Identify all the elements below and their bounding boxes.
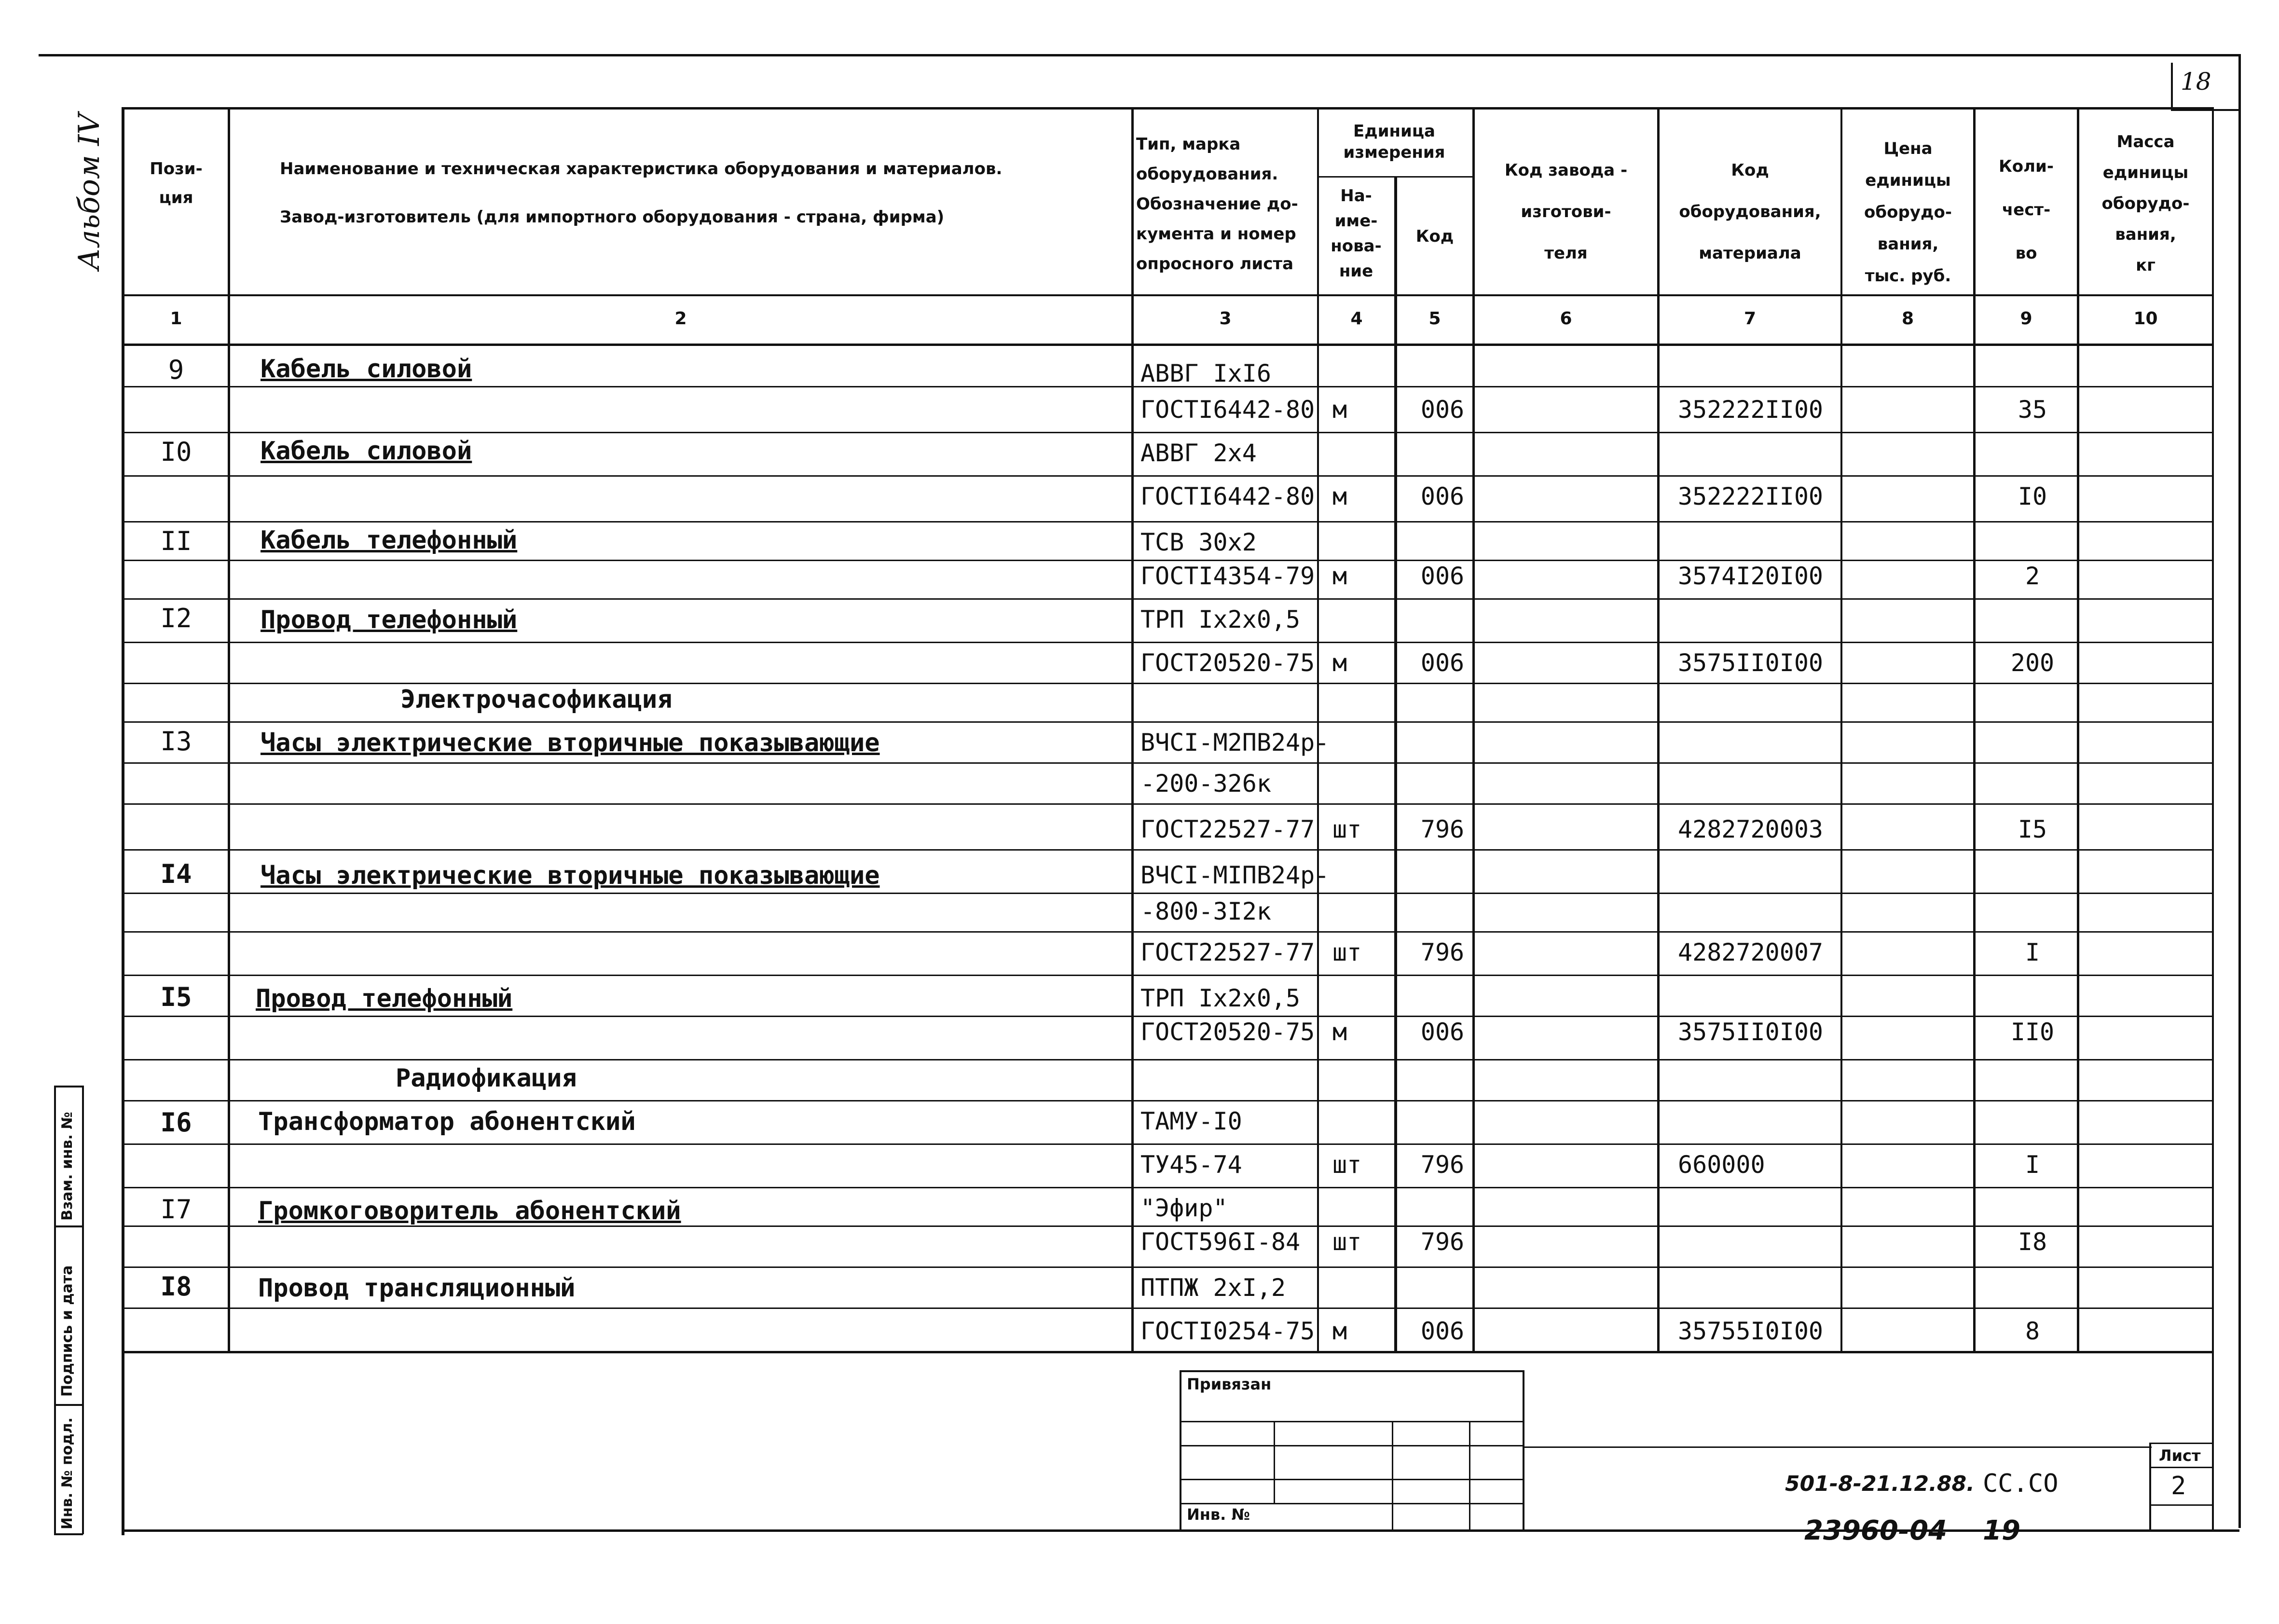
sidebar-right	[82, 1086, 84, 1534]
quantity: II0	[2010, 1018, 2055, 1046]
unit-name: шт	[1332, 938, 1362, 966]
type-mark: -200-326к	[1140, 770, 1271, 798]
col-num-6: 6	[1560, 309, 1572, 329]
stamp-rule	[1180, 1445, 1524, 1446]
unit-code: 796	[1420, 938, 1465, 966]
material-code: 352222II00	[1678, 482, 1824, 510]
unit-code: 006	[1420, 482, 1465, 510]
col-num-7: 7	[1744, 309, 1757, 329]
sheet-label: Лист	[2159, 1446, 2201, 1465]
type-mark: ТАМУ-I0	[1140, 1107, 1242, 1135]
unit-name: шт	[1332, 815, 1362, 843]
material-code: 4282720003	[1678, 815, 1824, 843]
unit-group-divider	[1317, 176, 1472, 178]
pos-cell: I5	[160, 982, 192, 1012]
stamp-inv-no: Инв. №	[1187, 1505, 1250, 1524]
type-mark: ПТПЖ 2xI,2	[1140, 1274, 1286, 1302]
document-code: 501-8-21.12.88.	[1785, 1472, 1975, 1496]
header-unit-name: На- име- нова- ние	[1331, 186, 1382, 281]
row-rule	[123, 893, 2212, 894]
pos-cell: I6	[160, 1107, 192, 1138]
pos-cell: 9	[168, 355, 184, 385]
col-num-2: 2	[674, 309, 687, 329]
col-num-10: 10	[2133, 309, 2158, 329]
header-mass: Масса единицы оборудо- вания, кг	[2101, 132, 2190, 275]
table-body-bottom	[123, 1351, 2212, 1353]
sidebar-div	[54, 1225, 83, 1227]
unit-name: м	[1332, 649, 1347, 677]
right-border	[2238, 54, 2241, 1528]
sidebar-div	[54, 1404, 83, 1406]
title-block-top	[1524, 1446, 2152, 1448]
type-mark: ТРП Ix2x0,5	[1140, 984, 1301, 1012]
header-divider	[123, 294, 2212, 296]
sheet-box-left	[2149, 1443, 2151, 1529]
unit-name: м	[1332, 562, 1347, 590]
row-rule	[123, 1225, 2212, 1227]
unit-name: м	[1332, 1317, 1347, 1345]
unit-code: 796	[1420, 1228, 1465, 1256]
corner-box-left	[2171, 63, 2173, 111]
type-mark: ГОСТ20520-75	[1140, 1018, 1315, 1046]
row-rule	[123, 683, 2212, 684]
col-line-8	[1973, 107, 1976, 1352]
material-code: 3575II0I00	[1678, 649, 1824, 677]
header-price: Цена единицы оборудо- вания, тыс. руб.	[1864, 139, 1952, 286]
quantity: I5	[2018, 815, 2047, 843]
material-code: 35755I0I00	[1678, 1317, 1824, 1345]
unit-code: 006	[1420, 396, 1465, 424]
pos-cell: I4	[160, 859, 192, 889]
material-code: 352222II00	[1678, 396, 1824, 424]
sheet-box-bottom	[2149, 1504, 2212, 1506]
row-rule	[123, 1187, 2212, 1188]
unit-code: 796	[1420, 815, 1465, 843]
quantity: I0	[2018, 482, 2047, 510]
unit-name: м	[1332, 1018, 1347, 1046]
type-mark: ГОСТI6442-80	[1140, 482, 1315, 510]
quantity: I8	[2018, 1228, 2047, 1256]
item-name: Часы электрические вторичные показывающие	[261, 729, 880, 757]
row-rule	[123, 1307, 2212, 1309]
quantity: 2	[2025, 562, 2040, 590]
row-rule	[123, 1100, 2212, 1101]
header-name-line1: Наименование и техническая характеристика оборудования и материалов.	[280, 159, 1002, 179]
header-name-line2: Завод-изготовитель (для импортного оборудования - страна, фирма)	[280, 207, 945, 227]
stamp-col	[1274, 1421, 1275, 1503]
archive-number: 23960-04	[1804, 1515, 1947, 1546]
header-type: Тип, марка оборудования. Обозначение до- кумента и номер опросного листа	[1136, 135, 1298, 274]
sidebar-vzam: Взам. инв. №	[59, 1112, 76, 1221]
sidebar-left	[54, 1086, 56, 1534]
col-line-6	[1657, 107, 1660, 1352]
type-mark: ВЧСI-МIПВ24р-	[1140, 861, 1330, 889]
row-rule	[123, 560, 2212, 561]
header-unit-group: Единица измерения	[1343, 122, 1445, 162]
top-rule	[39, 54, 2238, 56]
quantity: I	[2025, 938, 2040, 966]
row-rule	[123, 598, 2212, 600]
row-rule	[123, 931, 2212, 933]
stamp-col	[1469, 1421, 1470, 1529]
material-code: 3574I20I00	[1678, 562, 1824, 590]
col-num-8: 8	[1901, 309, 1914, 329]
album-label: Альбом IV	[72, 113, 106, 270]
type-mark: ГОСТI4354-79	[1140, 562, 1315, 590]
section-heading: Электрочасофикация	[400, 685, 673, 714]
header-unit-code: Код	[1415, 227, 1454, 246]
pos-cell: I8	[160, 1271, 192, 1302]
quantity: 200	[2010, 649, 2055, 677]
type-mark: ГОСТ22527-77	[1140, 815, 1315, 843]
unit-name: шт	[1332, 1151, 1362, 1179]
unit-name: шт	[1332, 1228, 1362, 1256]
item-name: Громкоговоритель абонентский	[258, 1197, 681, 1225]
archive-page: 19	[1983, 1515, 2020, 1546]
item-name: Провод телефонный	[261, 606, 518, 634]
unit-code: 006	[1420, 562, 1465, 590]
pos-cell: I7	[160, 1194, 192, 1225]
material-code: 4282720007	[1678, 938, 1824, 966]
row-rule	[123, 1266, 2212, 1268]
sidebar-inv-podl: Инв. № подл.	[59, 1417, 76, 1529]
row-rule	[123, 849, 2212, 851]
stamp-rule	[1180, 1421, 1524, 1422]
table-right	[2212, 107, 2214, 1530]
header-equip-code: Код оборудования, материала	[1679, 161, 1821, 263]
sheet-box-top	[2149, 1443, 2212, 1444]
row-rule	[123, 803, 2212, 805]
type-mark: ТУ45-74	[1140, 1151, 1242, 1179]
quantity: 8	[2025, 1317, 2040, 1345]
sheet-number: 2	[2171, 1472, 2186, 1500]
sidebar-top	[54, 1086, 83, 1087]
type-mark: ТРП Ix2x0,5	[1140, 606, 1301, 633]
sheet-corner-number: 18	[2181, 68, 2211, 96]
row-rule	[123, 1143, 2212, 1145]
type-mark: ГОСТ22527-77	[1140, 938, 1315, 966]
stamp-top	[1180, 1370, 1524, 1372]
type-mark: "Эфир"	[1140, 1194, 1228, 1222]
table-top	[123, 107, 2212, 110]
row-rule	[123, 521, 2212, 523]
col-num-3: 3	[1219, 309, 1232, 329]
row-rule	[123, 432, 2212, 433]
row-rule	[123, 1016, 2212, 1017]
type-mark: ГОСТ20520-75	[1140, 649, 1315, 677]
item-name: Кабель телефонный	[261, 526, 518, 555]
pos-cell: I0	[160, 437, 192, 467]
stamp-privyazan: Привязан	[1187, 1375, 1272, 1393]
quantity: 35	[2018, 396, 2047, 424]
type-mark: АВВГ IxI6	[1140, 359, 1271, 387]
sidebar-bottom	[54, 1533, 83, 1535]
col-num-1: 1	[170, 309, 182, 329]
type-mark: ГОСТI6442-80	[1140, 396, 1315, 424]
item-name: Часы электрические вторичные показывающие	[261, 861, 880, 890]
pos-cell: I2	[160, 603, 192, 633]
type-mark: -800-3I2к	[1140, 897, 1271, 925]
item-name: Провод трансляционный	[258, 1274, 576, 1303]
col-num-4: 4	[1350, 309, 1363, 329]
col-num-9: 9	[2020, 309, 2032, 329]
col-num-5: 5	[1428, 309, 1441, 329]
unit-name: м	[1332, 482, 1347, 510]
row-rule	[123, 721, 2212, 723]
pos-cell: I3	[160, 726, 192, 757]
stamp-col	[1392, 1421, 1393, 1529]
stamp-right	[1523, 1370, 1524, 1529]
sheet-box-mid	[2149, 1467, 2212, 1468]
quantity: I	[2025, 1151, 2040, 1179]
header-qty: Коли- чест- во	[1999, 157, 2054, 263]
header-plant-code: Код завода - изготови- теля	[1504, 161, 1628, 263]
material-code: 660000	[1678, 1151, 1765, 1179]
document-mark: СС.СО	[1983, 1469, 2059, 1498]
row-rule	[123, 642, 2212, 643]
col-line-7	[1840, 107, 1842, 1352]
type-mark: ТСВ 30x2	[1140, 528, 1257, 556]
item-name: Кабель силовой	[261, 437, 472, 466]
type-mark: ГОСТ596I-84	[1140, 1228, 1301, 1256]
col-line-2	[1131, 107, 1134, 1352]
type-mark: ВЧСI-М2ПВ24р-	[1140, 729, 1330, 757]
material-code: 3575II0I00	[1678, 1018, 1824, 1046]
colnum-divider	[123, 344, 2212, 346]
unit-code: 006	[1420, 1018, 1465, 1046]
row-rule	[123, 762, 2212, 764]
sidebar-podpis: Подпись и дата	[59, 1265, 76, 1397]
header-pos: Пози- ция	[150, 159, 203, 207]
unit-name: м	[1332, 396, 1347, 424]
row-rule	[123, 975, 2212, 976]
unit-code: 006	[1420, 649, 1465, 677]
stamp-rule	[1180, 1503, 1524, 1504]
unit-code: 006	[1420, 1317, 1465, 1345]
row-rule	[123, 475, 2212, 477]
type-mark: ГОСТI0254-75	[1140, 1317, 1315, 1345]
item-name: Трансформатор абонентский	[258, 1107, 636, 1136]
stamp-left	[1180, 1370, 1181, 1529]
item-name: Кабель силовой	[261, 355, 472, 384]
row-rule	[123, 1059, 2212, 1060]
item-name: Провод телефонный	[256, 984, 513, 1013]
section-heading: Радиофикация	[396, 1064, 577, 1093]
type-mark: АВВГ 2x4	[1140, 439, 1257, 467]
stamp-rule	[1180, 1479, 1524, 1480]
unit-code: 796	[1420, 1151, 1465, 1179]
pos-cell: II	[160, 526, 192, 556]
